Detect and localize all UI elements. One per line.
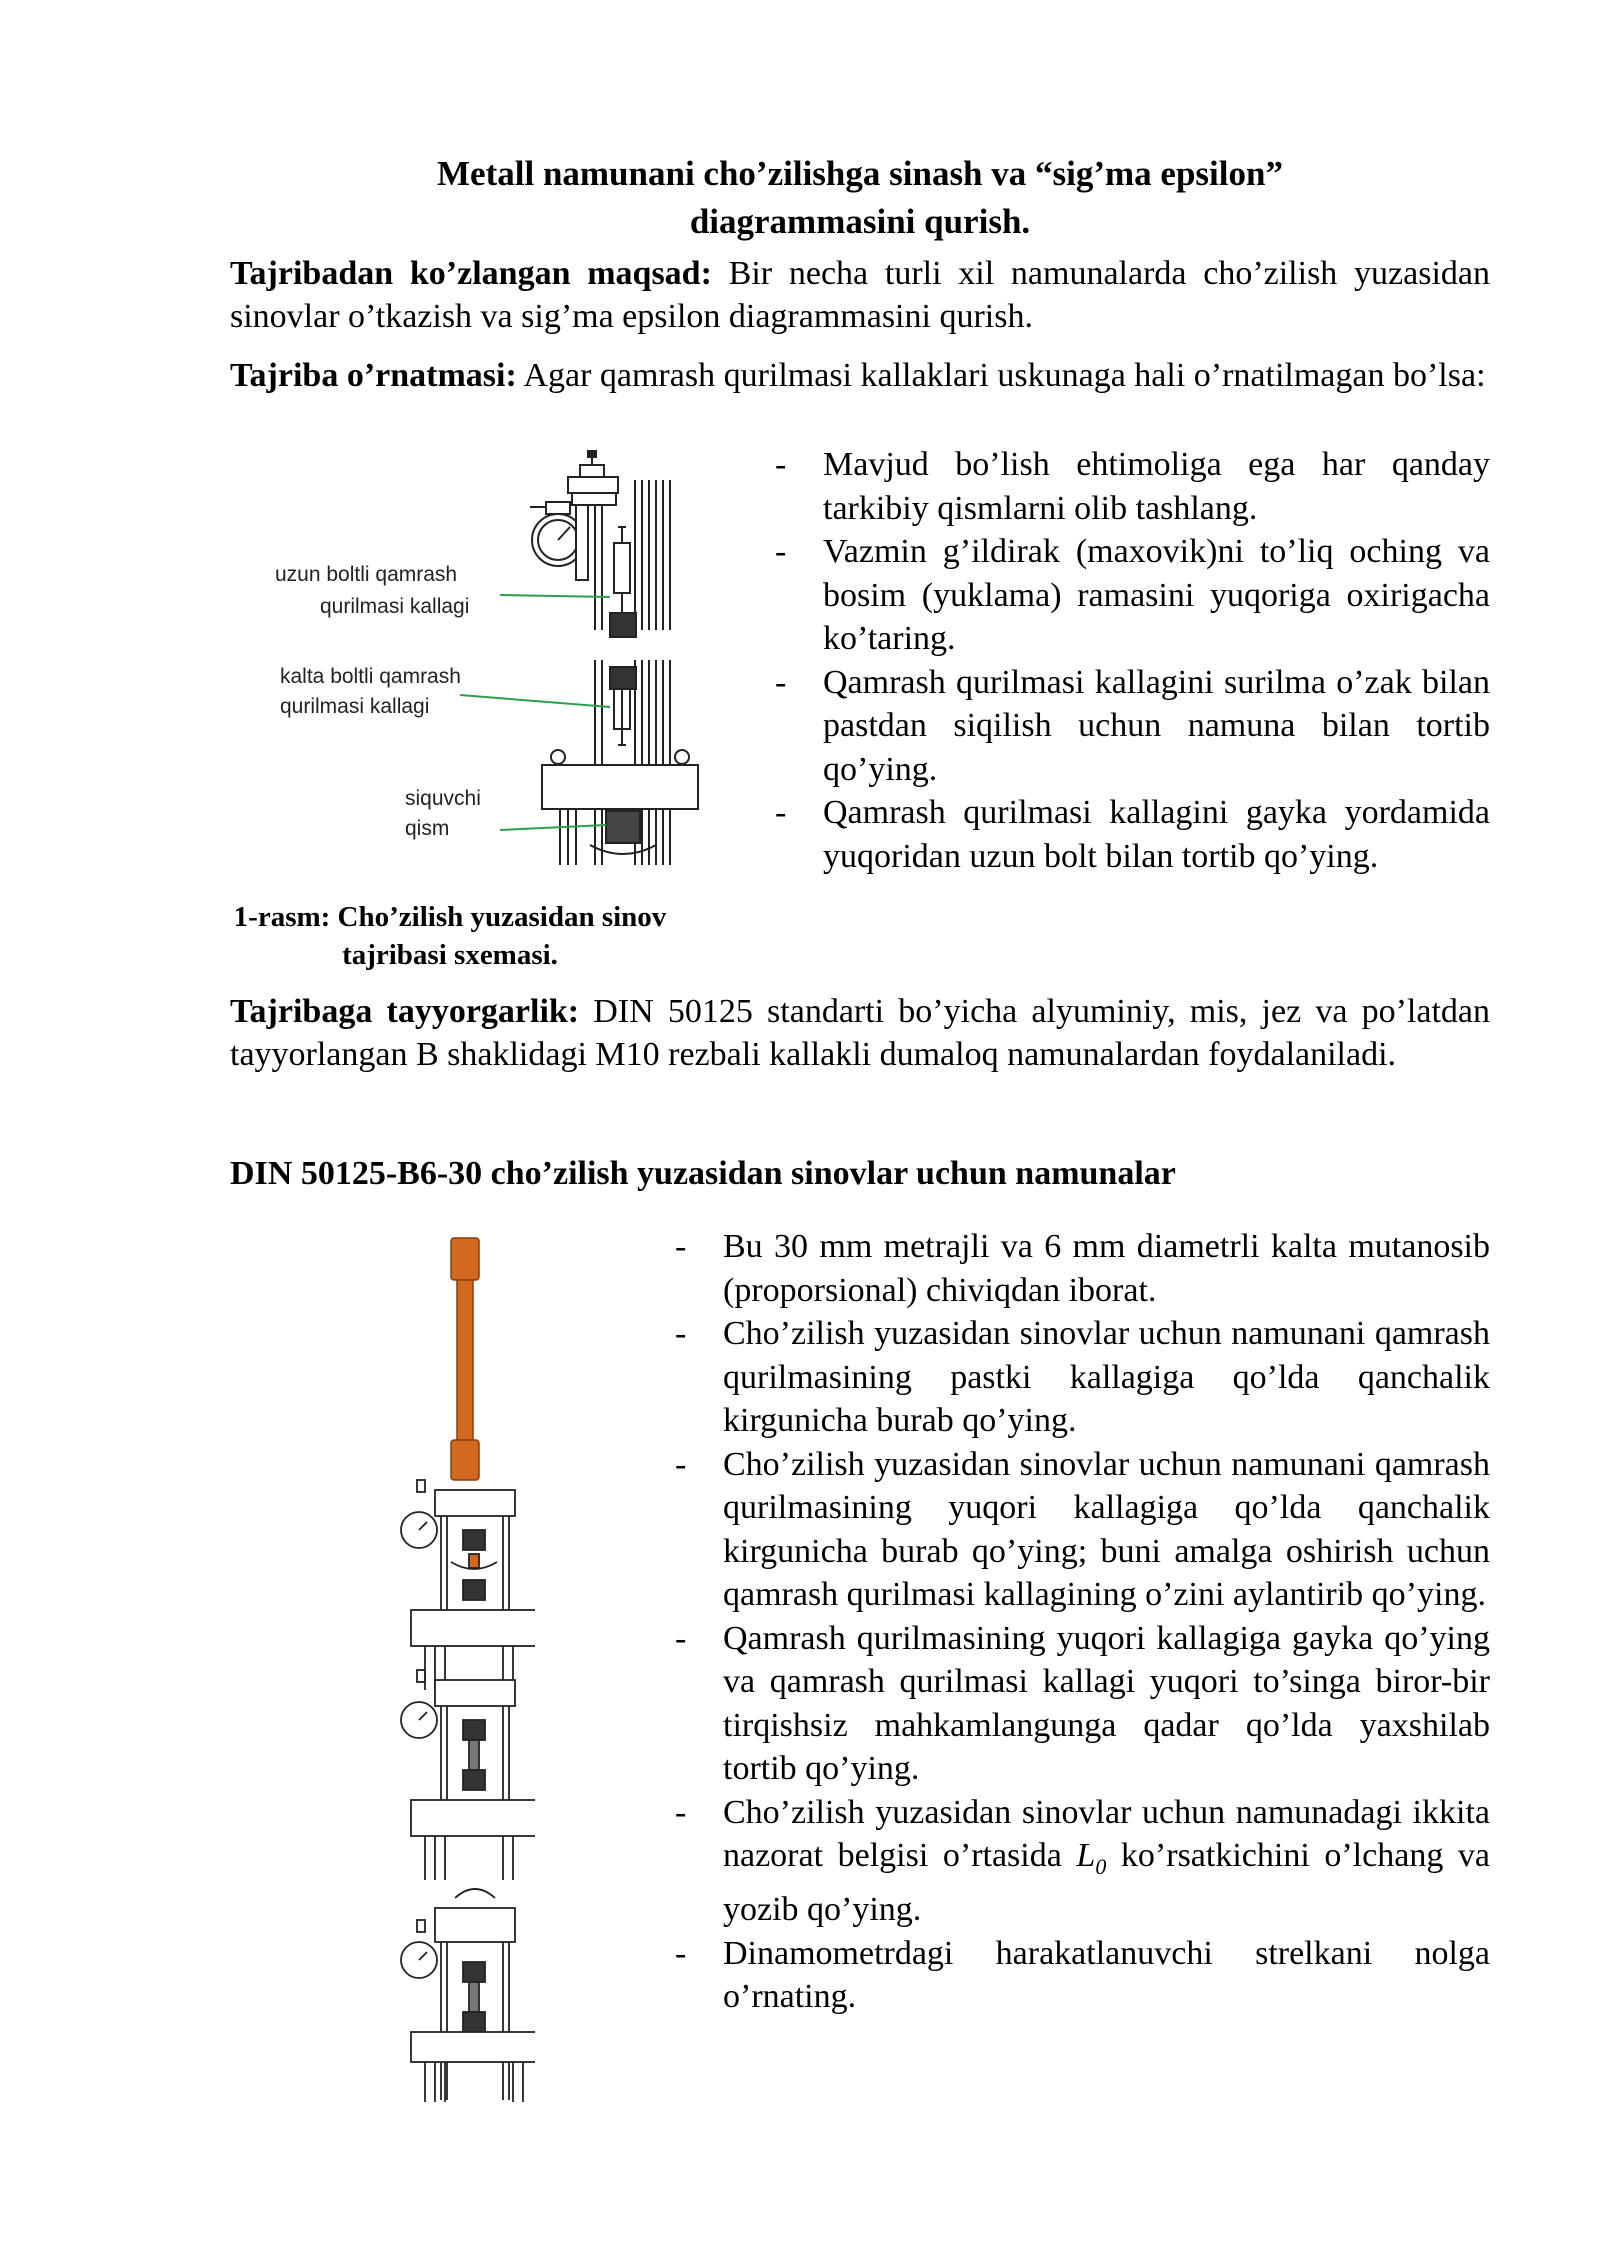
sample-step: - Cho’zilish yuzasidan sinovlar uchun namunani qamrash qurilmasining pastki kallagiga qo’lda qanchalik kirgunicha burab qo’ying. xyxy=(675,1315,1490,1439)
title-line-2: diagrammasini qurish. xyxy=(689,202,1031,241)
mounting-step-1 xyxy=(401,1480,535,1690)
preparation-text: DIN 50125 standarti bo’yicha alyuminiy, mis, jez va po’latdan tayyorlangan B shaklidagi M10 rezbali kallakli dumaloq namunalardan foydalaniladi. xyxy=(230,993,1490,1073)
sample-step: - Bu 30 mm metrajli va 6 mm diametrli kalta mutanosib (proporsional) chiviqdan iborat. xyxy=(675,1228,1490,1309)
page-title xyxy=(230,150,1490,246)
mounting-step-3 xyxy=(401,1889,535,2102)
setup-label: Tajriba o’rnatmasi: xyxy=(230,357,517,394)
preparation-label: Tajribaga tayyorgarlik: xyxy=(230,993,580,1030)
l0-symbol: $L_0$ xyxy=(1076,1837,1107,1879)
aim-label: Tajribadan ko’zlangan maqsad: xyxy=(230,255,712,292)
test-specimen xyxy=(451,1238,479,1480)
sample-step: - Qamrash qurilmasining yuqori kallagiga gayka qo’ying va qamrash qurilmasi kallagi yuqori to’singa biror-bir tirqishsiz mahkamlangunga qadar qo’lda yaxshilab tortib qo’ying. xyxy=(675,1619,1490,1787)
title-line-1: Metall namunani cho’zilishga sinash va “sig’ma epsilon” xyxy=(437,154,1283,193)
label-lower-clamp-1: kalta boltli qamrash xyxy=(280,665,461,688)
label-upper-clamp-2: qurilmasi kallagi xyxy=(320,595,470,618)
figure-2-mounting-sequence xyxy=(395,1230,535,2110)
setup-step: - Qamrash qurilmasi kallagini gayka yordamida yuqoridan uzun bolt bilan tortib qo’ying. xyxy=(775,794,1490,875)
setup-step: - Qamrash qurilmasi kallagini surilma o’zak bilan pastdan siqilish uchun namuna bilan tortib qo’ying. xyxy=(775,663,1490,788)
samples-heading: DIN 50125-B6-30 cho’zilish yuzasidan sinovlar uchun namunalar xyxy=(230,1155,1176,1192)
figure-1-caption: 1-rasm: Cho’zilish yuzasidan sinov tajribasi sxemasi. xyxy=(233,901,667,971)
sample-step: - Cho’zilish yuzasidan sinovlar uchun namunadagi ikkita nazorat belgisi o’rtasida $L_0$ ko’rsatkichini o’lchang va yozib qo’ying. xyxy=(675,1793,1490,1929)
sample-steps-list xyxy=(675,1225,1490,2019)
mounting-step-2 xyxy=(401,1670,535,1880)
preparation-paragraph xyxy=(230,990,1490,1076)
setup-text: Agar qamrash qurilmasi kallaklari uskunaga hali o’rnatilmagan bo’lsa: xyxy=(516,357,1486,394)
aim-text: Bir necha turli xil namunalarda cho’zilish yuzasidan sinovlar o’tkazish va sig’ma epsilon diagrammasini qurish. xyxy=(230,255,1490,335)
label-upper-clamp-1: uzun boltli qamrash xyxy=(275,563,458,586)
label-press-2: qism xyxy=(405,817,450,840)
setup-step: - Vazmin g’ildirak (maxovik)ni to’liq oching va bosim (yuklama) ramasini yuqoriga oxirigacha ko’taring. xyxy=(775,533,1490,657)
label-press-1: siquvchi xyxy=(405,787,481,810)
label-lower-clamp-2: qurilmasi kallagi xyxy=(280,695,430,718)
figure-1-machine-schematic xyxy=(250,445,700,875)
aim-paragraph xyxy=(230,252,1490,338)
sample-step: - Dinamometrdagi harakatlanuvchi strelkani nolga o’rnating. xyxy=(675,1934,1490,2016)
sample-step: - Cho’zilish yuzasidan sinovlar uchun namunani qamrash qurilmasining yuqori kallagiga qo’lda qanchalik kirgunicha burab qo’ying; buni amalga oshirish uchun qamrash qurilmasi kallagining o’zini aylantirib qo’ying. xyxy=(675,1445,1490,1613)
setup-step: - Mavjud bo’lish ehtimoliga ega har qanday tarkibiy qismlarni olib tashlang. xyxy=(775,446,1490,527)
setup-steps-list xyxy=(775,443,1490,878)
setup-paragraph xyxy=(230,354,1490,397)
